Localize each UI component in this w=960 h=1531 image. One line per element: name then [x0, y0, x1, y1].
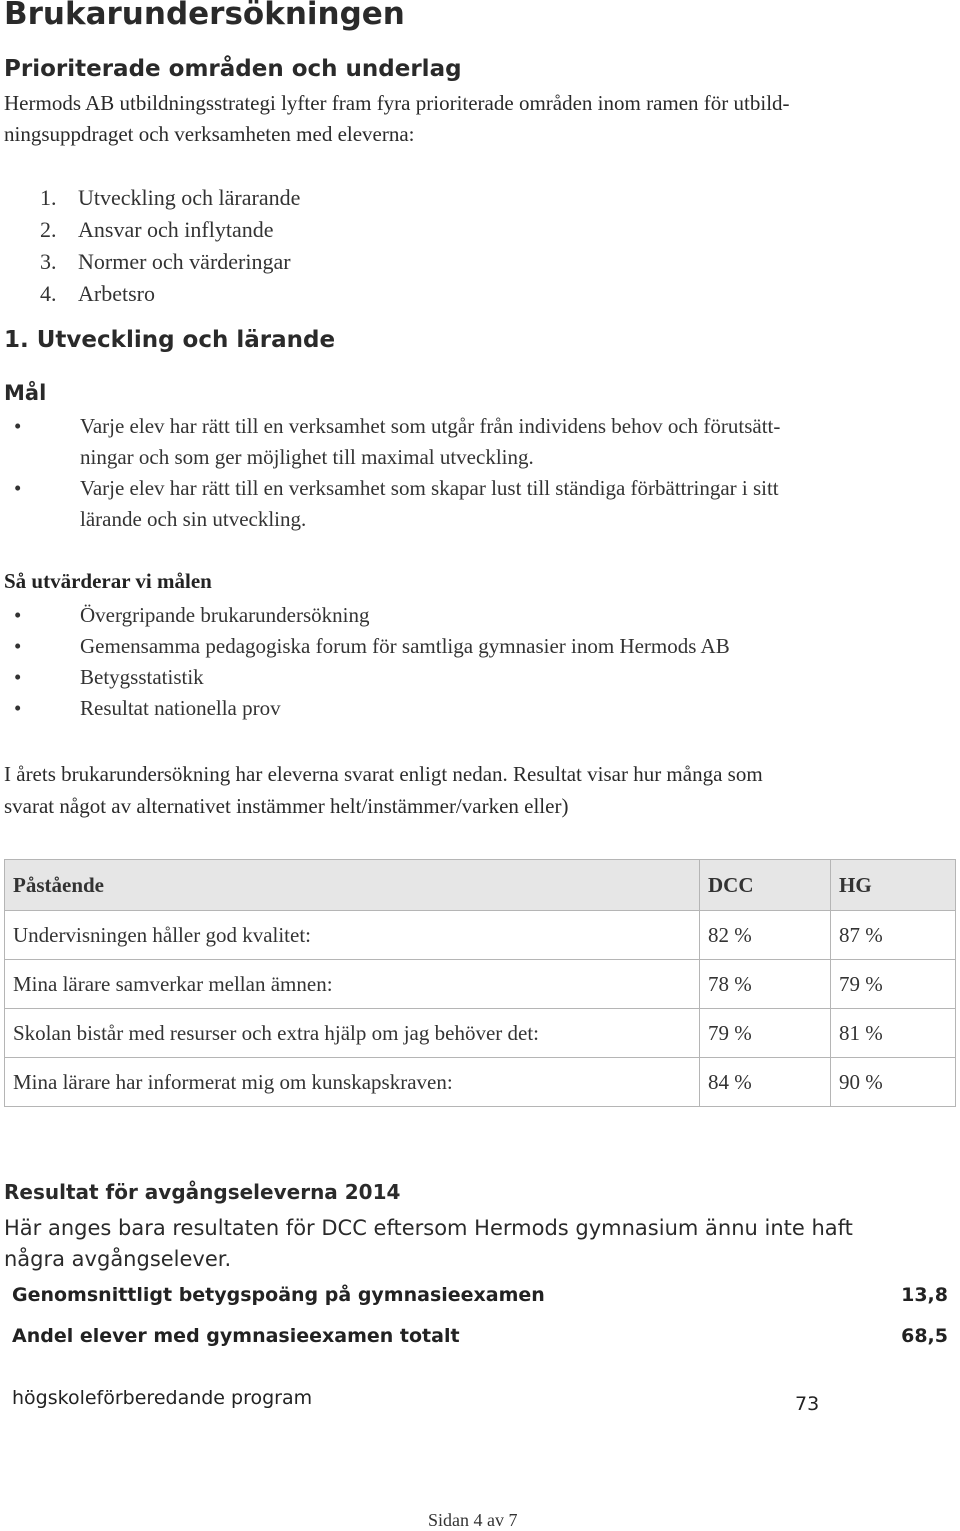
item-label: Normer och värderingar [78, 249, 291, 274]
goal-line: Varje elev har rätt till en verksamhet som skapar lust till ständiga förbättringar i sitt [80, 476, 779, 500]
item-label: Utveckling och lärarande [78, 185, 301, 210]
evaluation-item-label: Övergripande brukarundersökning [80, 603, 370, 627]
evaluation-heading: Så utvärderar vi målen [4, 569, 212, 593]
stat-label-grade-points: Genomsnittligt betygspoäng på gymnasieexamen [12, 1284, 545, 1306]
item-number: 2. [40, 217, 57, 242]
cell-statement: Mina lärare samverkar mellan ämnen: [5, 960, 700, 1009]
summary-line-2: svarat något av alternativet instämmer helt/instämmer/varken eller) [4, 794, 569, 818]
goals-list [14, 411, 780, 535]
bullet-icon: • [14, 414, 22, 438]
bullet-icon: • [14, 665, 22, 689]
cell-statement: Mina lärare har informerat mig om kunskapskraven: [5, 1058, 700, 1107]
priority-area-item [40, 278, 300, 310]
evaluation-item-label: Gemensamma pedagogiska forum för samtliga gymnasier inom Hermods AB [80, 634, 730, 658]
note-line-1: Här anges bara resultaten för DCC eftersom Hermods gymnasium ännu inte haft [4, 1216, 853, 1240]
graduates-note [4, 1213, 853, 1275]
cell-statement: Undervisningen håller god kvalitet: [5, 911, 700, 960]
summary-paragraph [4, 758, 954, 822]
cell-hg: 87 % [831, 911, 956, 960]
stat-value-grade-points: 13,8 [901, 1284, 948, 1306]
bullet-icon: • [14, 696, 22, 720]
header-dcc: DCC [700, 860, 831, 911]
intro-line-2: ningsuppdraget och verksamheten med eleverna: [4, 122, 415, 146]
page-number: Sidan 4 av 7 [428, 1510, 518, 1530]
section-heading-priorities: Prioriterade områden och underlag [4, 56, 462, 82]
item-label: Ansvar och inflytande [78, 217, 274, 242]
goal-line: Varje elev har rätt till en verksamhet som utgår från individens behov och förutsätt- [80, 414, 781, 438]
cell-hg: 81 % [831, 1009, 956, 1058]
goal-item [14, 473, 780, 535]
goal-item [14, 411, 780, 473]
priority-area-item [40, 246, 300, 278]
evaluation-list [14, 600, 730, 724]
goal-line: lärande och sin utveckling. [80, 507, 307, 531]
priority-area-item [40, 182, 300, 214]
intro-line-1: Hermods AB utbildningsstrategi lyfter fram fyra prioriterade områden inom ramen för utbild- [4, 91, 790, 115]
table-row [5, 1009, 956, 1058]
note-line-2: några avgångselever. [4, 1247, 232, 1271]
table-row [5, 911, 956, 960]
evaluation-item [14, 631, 730, 662]
item-number: 3. [40, 249, 57, 274]
evaluation-item-label: Resultat nationella prov [80, 696, 281, 720]
intro-paragraph [4, 88, 954, 150]
evaluation-item [14, 600, 730, 631]
page-title: Brukarundersökningen [4, 0, 405, 32]
cell-dcc: 84 % [700, 1058, 831, 1107]
bullet-icon: • [14, 634, 22, 658]
table-header-row [5, 860, 956, 911]
table-row [5, 1058, 956, 1107]
cell-hg: 90 % [831, 1058, 956, 1107]
bullet-icon: • [14, 603, 22, 627]
table-row [5, 960, 956, 1009]
item-number: 4. [40, 281, 57, 306]
item-label: Arbetsro [78, 281, 155, 306]
item-number: 1. [40, 185, 57, 210]
cell-dcc: 79 % [700, 1009, 831, 1058]
priority-areas-list [40, 182, 300, 310]
graduates-heading: Resultat för avgångseleverna 2014 [4, 1180, 401, 1204]
evaluation-item [14, 693, 730, 724]
cell-statement: Skolan bistår med resurser och extra hjälp om jag behöver det: [5, 1009, 700, 1058]
goals-heading: Mål [4, 381, 47, 405]
summary-line-1: I årets brukarundersökning har eleverna svarat enligt nedan. Resultat visar hur många som [4, 762, 763, 786]
section-heading-development: 1. Utveckling och lärande [4, 327, 336, 353]
cell-dcc: 78 % [700, 960, 831, 1009]
survey-results-table [4, 859, 956, 1107]
evaluation-item [14, 662, 730, 693]
extra-stat-value: 73 [795, 1393, 820, 1415]
evaluation-item-label: Betygsstatistik [80, 665, 204, 689]
priority-area-item [40, 214, 300, 246]
cell-hg: 79 % [831, 960, 956, 1009]
goal-line: ningar och som ger möjlighet till maximal utveckling. [80, 445, 534, 469]
bullet-icon: • [14, 476, 22, 500]
stat-value-exam-share: 68,5 [901, 1325, 948, 1347]
header-statement: Påstående [5, 860, 700, 911]
cell-dcc: 82 % [700, 911, 831, 960]
header-hg: HG [831, 860, 956, 911]
extra-stat-label: högskoleförberedande program [12, 1387, 313, 1409]
stat-label-exam-share: Andel elever med gymnasieexamen totalt [12, 1325, 460, 1347]
